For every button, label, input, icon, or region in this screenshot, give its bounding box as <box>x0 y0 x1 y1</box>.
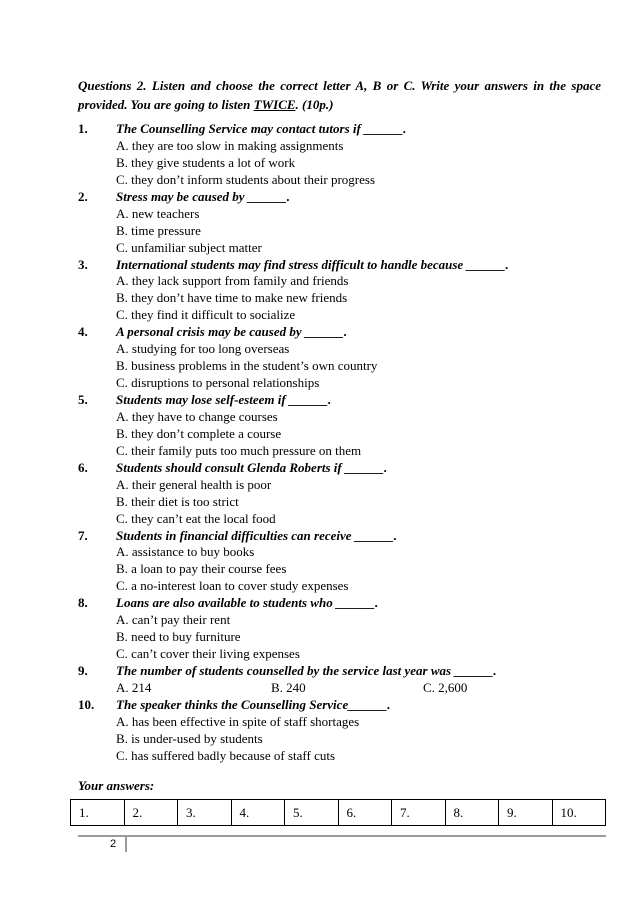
question-stem: Students in financial difficulties can receive ______. <box>116 527 398 543</box>
question-list <box>78 121 601 765</box>
option-a: A. assistance to buy books <box>116 544 255 560</box>
question-number: 5. <box>78 392 88 407</box>
question-number: 2. <box>78 188 88 204</box>
question-2 <box>78 189 601 257</box>
option-b: B. 240 <box>271 679 306 695</box>
question-number: 3. <box>78 256 88 272</box>
question-number: 6. <box>78 459 88 475</box>
answer-row <box>71 800 606 826</box>
answer-cell-3[interactable]: 3. <box>178 800 232 826</box>
question-stem: Stress may be caused by ______. <box>116 188 291 204</box>
answer-cell-10[interactable]: 10. <box>552 800 606 826</box>
question-stem: International students may find stress difficult to handle because ______. <box>116 256 509 272</box>
question-6 <box>78 460 601 528</box>
question-number: 4. <box>78 324 88 340</box>
instructions <box>78 76 601 114</box>
question-number: 8. <box>78 595 88 611</box>
page-number-divider <box>125 837 127 852</box>
option-c: C. has suffered badly because of staff cuts <box>116 747 336 763</box>
page-number: 2 <box>110 838 117 850</box>
option-a: A. they are too slow in making assignments <box>116 137 344 153</box>
instructions-points: . (10p.) <box>295 97 334 112</box>
option-c: C. can’t cover their living expenses <box>116 646 300 662</box>
option-a: A. can’t pay their rent <box>116 612 231 628</box>
option-b: B. is under-used by students <box>116 730 263 746</box>
instructions-emphasis: TWICE <box>253 97 296 112</box>
answer-table <box>70 799 606 826</box>
option-c: C. a no-interest loan to cover study expenses <box>116 578 349 594</box>
option-a: A. studying for too long overseas <box>116 341 290 357</box>
answers-label: Your answers: <box>78 778 155 793</box>
question-number: 7. <box>78 527 88 543</box>
option-a: A. 214 <box>116 679 152 695</box>
question-number: 1. <box>78 121 88 136</box>
option-c: C. they find it difficult to socialize <box>116 307 296 323</box>
option-c: C. disruptions to personal relationships <box>116 375 320 391</box>
option-b: B. time pressure <box>116 222 201 238</box>
option-b: B. they don’t have time to make new friends <box>116 290 348 306</box>
question-10 <box>78 697 601 765</box>
option-b: B. a loan to pay their course fees <box>116 561 287 577</box>
question-9 <box>78 663 601 697</box>
answer-cell-8[interactable]: 8. <box>445 800 499 826</box>
option-c: C. their family puts too much pressure on them <box>116 442 362 458</box>
question-1 <box>78 121 601 189</box>
option-b: B. they give students a lot of work <box>116 154 296 170</box>
question-stem: A personal crisis may be caused by ______. <box>116 324 348 340</box>
question-4 <box>78 324 601 392</box>
inline-options <box>116 680 601 697</box>
option-a: A. they lack support from family and friends <box>116 273 349 289</box>
option-a: A. new teachers <box>116 205 200 221</box>
answer-cell-7[interactable]: 7. <box>392 800 446 826</box>
question-number: 9. <box>78 663 88 678</box>
option-a: A. their general health is poor <box>116 476 272 492</box>
question-stem: The speaker thinks the Counselling Service______. <box>116 696 391 712</box>
question-5 <box>78 392 601 460</box>
answer-cell-5[interactable]: 5. <box>285 800 339 826</box>
option-b: B. business problems in the student’s own country <box>116 358 378 374</box>
question-7 <box>78 528 601 596</box>
question-3 <box>78 257 601 325</box>
question-stem: Students should consult Glenda Roberts if ______. <box>116 459 388 475</box>
option-c: C. unfamiliar subject matter <box>116 239 262 255</box>
answer-cell-2[interactable]: 2. <box>124 800 178 826</box>
option-a: A. they have to change courses <box>116 408 278 424</box>
option-c: C. they can’t eat the local food <box>116 510 276 526</box>
answer-cell-4[interactable]: 4. <box>231 800 285 826</box>
question-stem: The number of students counselled by the service last year was ______. <box>116 663 497 678</box>
question-number: 10. <box>78 696 95 712</box>
footer-divider <box>78 835 606 837</box>
instructions-text: Questions 2. Listen and choose the correct letter A, B or C. Write your answers in the space provided. You are going to listen <box>78 78 601 112</box>
option-b: B. their diet is too strict <box>116 493 239 509</box>
question-stem: Students may lose self-esteem if ______. <box>116 392 332 407</box>
option-b: B. they don’t complete a course <box>116 425 282 441</box>
answer-cell-9[interactable]: 9. <box>499 800 553 826</box>
question-8 <box>78 595 601 663</box>
option-c: C. they don’t inform students about their progress <box>116 171 376 187</box>
question-stem: The Counselling Service may contact tutors if ______. <box>116 121 407 136</box>
option-a: A. has been effective in spite of staff shortages <box>116 713 360 729</box>
answer-cell-6[interactable]: 6. <box>338 800 392 826</box>
answer-cell-1[interactable]: 1. <box>71 800 125 826</box>
option-c: C. 2,600 <box>423 679 468 695</box>
question-stem: Loans are also available to students who ______. <box>116 595 379 611</box>
option-b: B. need to buy furniture <box>116 629 241 645</box>
